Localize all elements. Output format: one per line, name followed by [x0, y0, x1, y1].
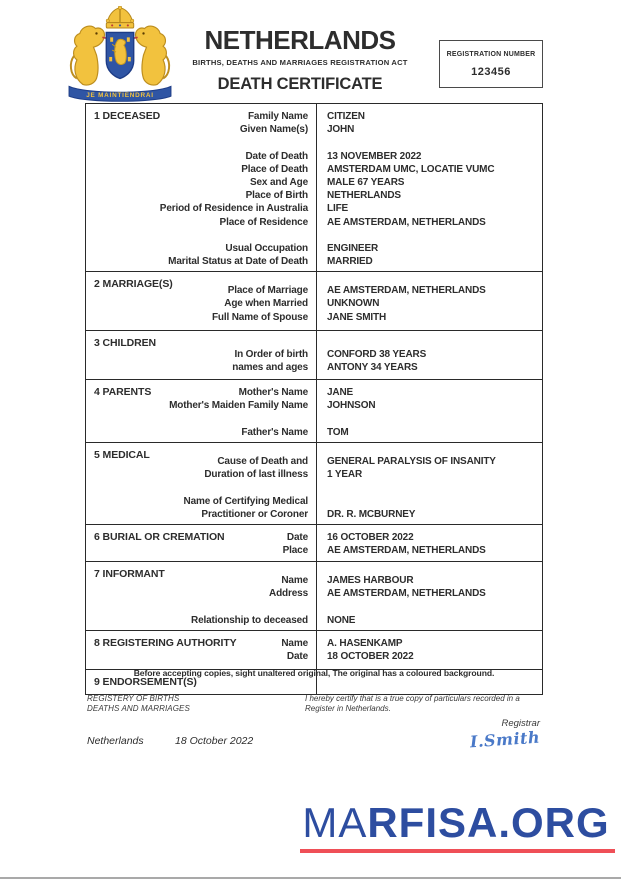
- section-title: 3 CHILDREN: [94, 337, 157, 350]
- field-value: CONFORD 38 YEARS: [327, 349, 427, 361]
- field-value: MARRIED: [327, 256, 373, 268]
- field-value: MALE 67 YEARS: [327, 176, 405, 188]
- field-label: [94, 136, 308, 149]
- registrar-label: Registrar: [501, 718, 540, 729]
- field-label: Place of Marriage: [227, 285, 308, 297]
- section-title: 1 DECEASED: [94, 110, 161, 122]
- field-label: [94, 600, 308, 613]
- section-title: 8 REGISTERING AUTHORITY: [94, 636, 237, 649]
- field-value: JANE SMITH: [327, 311, 387, 323]
- field-label: [94, 229, 308, 242]
- issue-country: Netherlands: [87, 735, 144, 747]
- field-label: Duration of last illness: [204, 469, 308, 481]
- value-cell: [317, 272, 542, 330]
- field-label: Place of Death: [241, 163, 308, 175]
- field-value: NONE: [327, 614, 356, 626]
- netherlands-coat-of-arms-icon: [60, 6, 180, 104]
- logo-part-bold: RFISA: [367, 799, 499, 846]
- section-title: 2 MARRIAGE(S): [94, 278, 173, 291]
- section-title: 7 INFORMANT: [94, 567, 165, 580]
- section-registering-authority: [86, 630, 542, 669]
- field-labels: [94, 110, 308, 268]
- field-label: Date: [286, 650, 308, 662]
- field-value: 13 NOVEMBER 2022: [327, 150, 422, 162]
- field-label: Address: [269, 588, 308, 600]
- country-title: NETHERLANDS: [204, 25, 396, 55]
- certify-statement: I hereby certify that is a true copy of particulars recorded in a Register in Netherlands.: [305, 694, 520, 713]
- field-label: Given Name(s): [239, 124, 308, 136]
- value-cell: [317, 380, 542, 442]
- field-label: Date of Death: [245, 150, 308, 162]
- motto-text: JE MAINTIENDRAI: [86, 92, 154, 100]
- supporter-lion-left-icon: [71, 26, 107, 85]
- field-label: Marital Status at Date of Death: [168, 256, 308, 268]
- field-label: Name: [281, 637, 308, 649]
- field-values: [327, 531, 536, 557]
- field-value: A. HASENKAMP: [327, 637, 403, 649]
- field-value: CITIZEN: [327, 111, 365, 122]
- certificate-title: DEATH CERTIFICATE: [217, 75, 383, 93]
- issue-date: 18 October 2022: [175, 735, 254, 747]
- field-value: [327, 495, 536, 508]
- motto-ribbon-icon: [69, 86, 171, 101]
- field-value: JAMES HARBOUR: [327, 574, 414, 586]
- field-label: Name of Certifying Medical: [183, 495, 308, 507]
- field-label: Place of Birth: [245, 190, 308, 202]
- field-value: TOM: [327, 426, 349, 438]
- field-value: AE AMSTERDAM, NETHERLANDS: [327, 285, 486, 297]
- section-title: 5 MEDICAL: [94, 449, 150, 461]
- field-values: [327, 637, 536, 663]
- field-values: [327, 386, 536, 439]
- field-label: Father's Name: [241, 426, 308, 438]
- section-title: 9 ENDORSEMENT(S): [94, 675, 197, 688]
- field-value: AE AMSTERDAM, NETHERLANDS: [327, 545, 486, 557]
- field-value: GENERAL PARALYSIS OF INSANITY: [327, 456, 496, 467]
- field-value: UNKNOWN: [327, 298, 380, 310]
- section-marriages: [86, 271, 542, 330]
- field-label: Usual Occupation: [225, 242, 308, 254]
- field-value: JOHN: [327, 124, 355, 136]
- field-label: Mother's Maiden Family Name: [169, 400, 308, 412]
- section-title: 4 PARENTS: [94, 386, 152, 399]
- field-label: names and ages: [232, 362, 308, 374]
- field-value: [327, 413, 536, 426]
- field-label: Period of Residence in Australia: [159, 203, 308, 215]
- section-medical: [86, 442, 542, 524]
- header-title-block: [178, 27, 422, 94]
- crown-icon: [106, 6, 134, 28]
- field-label: [94, 481, 308, 494]
- field-label: Place: [282, 545, 308, 557]
- registration-number-label: REGISTRATION NUMBER: [446, 51, 536, 58]
- field-label: Sex and Age: [250, 176, 308, 188]
- field-value: 18 OCTOBER 2022: [327, 650, 414, 662]
- value-cell: [317, 525, 542, 561]
- field-value: JANE: [327, 387, 354, 399]
- supporter-lion-right-icon: [133, 26, 169, 85]
- field-value: [327, 229, 536, 242]
- label-cell: [86, 104, 317, 271]
- act-line: BIRTHS, DEATHS AND MARRIAGES REGISTRATION ACT: [192, 58, 408, 67]
- value-cell: [317, 331, 542, 379]
- value-cell: [317, 562, 542, 630]
- field-label: Relationship to deceased: [191, 614, 308, 626]
- field-value: NETHERLANDS: [327, 190, 401, 202]
- value-cell: [317, 631, 542, 669]
- copy-notice: Before accepting copies, sight unaltered original, The original has a coloured background.: [133, 668, 495, 678]
- field-value: DR. R. MCBURNEY: [327, 508, 416, 520]
- field-label: Cause of Death and: [217, 456, 308, 467]
- field-label: Age when Married: [224, 298, 308, 310]
- field-label: Practitioner or Coroner: [201, 508, 308, 520]
- field-value: [327, 136, 536, 149]
- section-parents: [86, 379, 542, 442]
- value-cell: [317, 443, 542, 524]
- field-label: Date: [286, 531, 308, 543]
- field-values: [327, 568, 536, 627]
- field-label: Full Name of Spouse: [211, 311, 308, 323]
- field-values: [327, 278, 536, 324]
- field-value: 1 YEAR: [327, 469, 363, 481]
- field-label: In Order of birth: [234, 349, 308, 361]
- section-burial-or-cremation: [86, 524, 542, 561]
- certificate-table: [85, 103, 543, 695]
- field-values: [327, 110, 536, 268]
- registry-block: [87, 694, 190, 714]
- field-label: Mother's Name: [238, 387, 308, 399]
- field-value: 16 OCTOBER 2022: [327, 531, 414, 543]
- registration-number-value: 123456: [471, 66, 511, 78]
- field-value: [327, 481, 536, 494]
- section-title: 6 BURIAL OR CREMATION: [94, 530, 225, 543]
- marfisa-logo: [296, 801, 616, 845]
- section-children: [86, 330, 542, 379]
- shield-icon: [106, 32, 133, 78]
- section-deceased: [86, 104, 542, 271]
- bottom-divider: [0, 877, 621, 879]
- registration-number-box: [439, 40, 543, 88]
- field-values: [327, 337, 536, 374]
- field-values: [327, 449, 536, 521]
- registrar-signature: I.Smith: [469, 727, 541, 752]
- registry-line-1: REGISTERY OF BIRTHS: [87, 694, 180, 703]
- field-value: JOHNSON: [327, 400, 376, 412]
- logo-part-thin: MA: [302, 799, 368, 846]
- field-label: [94, 413, 308, 426]
- field-value: AE AMSTERDAM, NETHERLANDS: [327, 588, 486, 600]
- field-label: Family Name: [247, 111, 308, 122]
- field-value: LIFE: [327, 203, 349, 215]
- section-informant: [86, 561, 542, 630]
- value-cell: [317, 104, 542, 271]
- field-label: Place of Residence: [219, 216, 308, 228]
- logo-underline: [300, 849, 615, 853]
- field-value: ENGINEER: [327, 242, 379, 254]
- logo-part-tld: .ORG: [498, 799, 610, 846]
- field-value: [327, 600, 536, 613]
- field-label: Name: [281, 574, 308, 586]
- field-value: ANTONY 34 YEARS: [327, 362, 418, 374]
- registry-line-2: DEATHS AND MARRIAGES: [87, 704, 190, 713]
- field-value: AE AMSTERDAM, NETHERLANDS: [327, 216, 486, 228]
- field-value: AMSTERDAM UMC, LOCATIE VUMC: [327, 163, 495, 175]
